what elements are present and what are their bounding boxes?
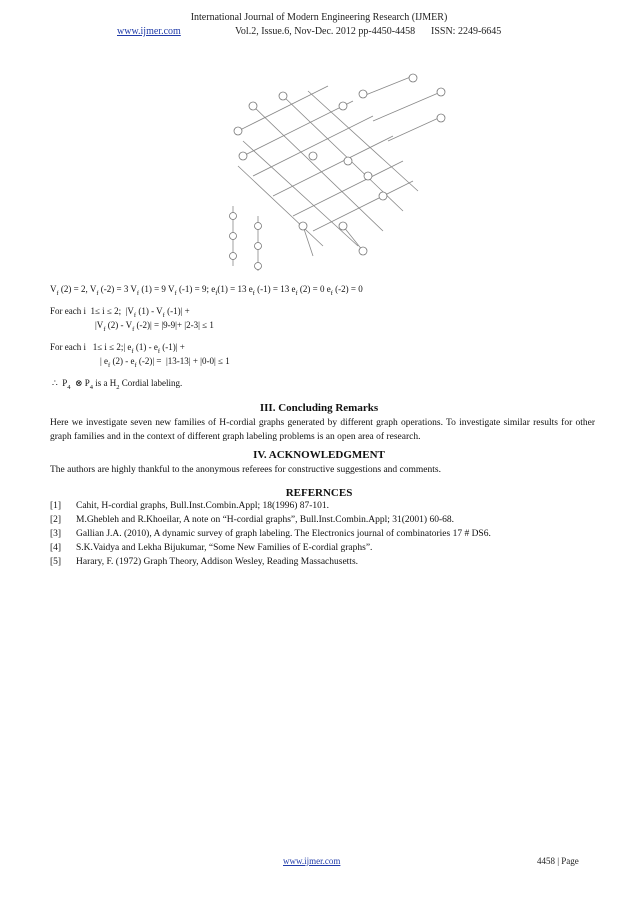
edge-condition-line1: For each i 1≤ i ≤ 2;| $e_f$ $(1) - e_f$ (-1)| + <box>50 342 185 355</box>
reference-item: [5] Harary, F. (1972) Graph Theory, Addison Wesley, Reading Massachusetts. <box>50 557 359 567</box>
reference-item: [2] M.Ghebleh and R.Khoeilar, A note on “H-cordial graphs”, Bull.Inst.Combin.Appl; 31(2001) 60-68. <box>50 515 454 525</box>
reference-item: [4] S.K.Vaidya and Lekha Bijukumar, “Some New Families of E-cordial graphs”. <box>50 543 373 553</box>
reference-item: [1] Cahit, H-cordial graphs, Bull.Inst.Combin.Appl; 18(1996) 87-101. <box>50 501 330 511</box>
footer-site-link[interactable]: www.ijmer.com <box>283 856 341 866</box>
header-volume: Vol.2, Issue.6, Nov-Dec. 2012 pp-4450-4458 <box>235 26 416 37</box>
acknowledgment-heading: IV. ACKNOWLEDGMENT <box>253 449 385 461</box>
vertex-condition-line2: $|V_f$ $(2) - V_f$ (-2)| = |9-9|+ |2-3| ≤ 1 <box>95 320 214 333</box>
vertex-edge-counts: $V_f$ (2) = 2, $V_f$ (-2) = 3 $V_f$ (1) = 9 $V_f$ (-1) = 9; $e_f(1) = 13$ $e_f$ (-1) = 13 $e_f$ (2) = 0 $e_f$ (-2) = 0 <box>50 284 363 297</box>
header-issn: ISSN: 2249-6645 <box>431 26 502 37</box>
references-heading: REFERNCES <box>285 487 353 499</box>
acknowledgment-text: The authors are highly thankful to the anonymous referees for constructive suggestions and comments. <box>50 465 441 475</box>
journal-title: International Journal of Modern Engineering Research (IJMER) <box>190 12 448 23</box>
graph-figure <box>213 66 457 272</box>
header-site-link[interactable]: www.ijmer.com <box>117 26 181 37</box>
conclusion-statement: ∴ $P_4$ ⊗ $P_4$ is a $H_2$ Cordial labeling. <box>52 378 183 391</box>
reference-item: [3] Gallian J.A. (2010), A dynamic survey of graph labeling. The Electronics journal of combinatories 17 # DS6. <box>50 529 491 539</box>
concluding-remarks-text: Here we investigate seven new families of H-cordial graphs generated by different graph operations. To investigate similar results for other graph families and in the context of different graph labeling problems is an open area of research. <box>50 418 595 442</box>
edge-condition-line2: | $e_f$ $(2) - e_f$ (-2)| = |13-13| + |0-0| ≤ 1 <box>100 356 230 369</box>
concluding-remarks-heading: III. Concluding Remarks <box>259 402 379 414</box>
vertex-condition-line1: For each i 1≤ i ≤ 2; $|V_f$ $(1) - V_f$ (-1)| + <box>50 306 190 319</box>
footer-page-number: 4458 | Page <box>537 856 579 866</box>
